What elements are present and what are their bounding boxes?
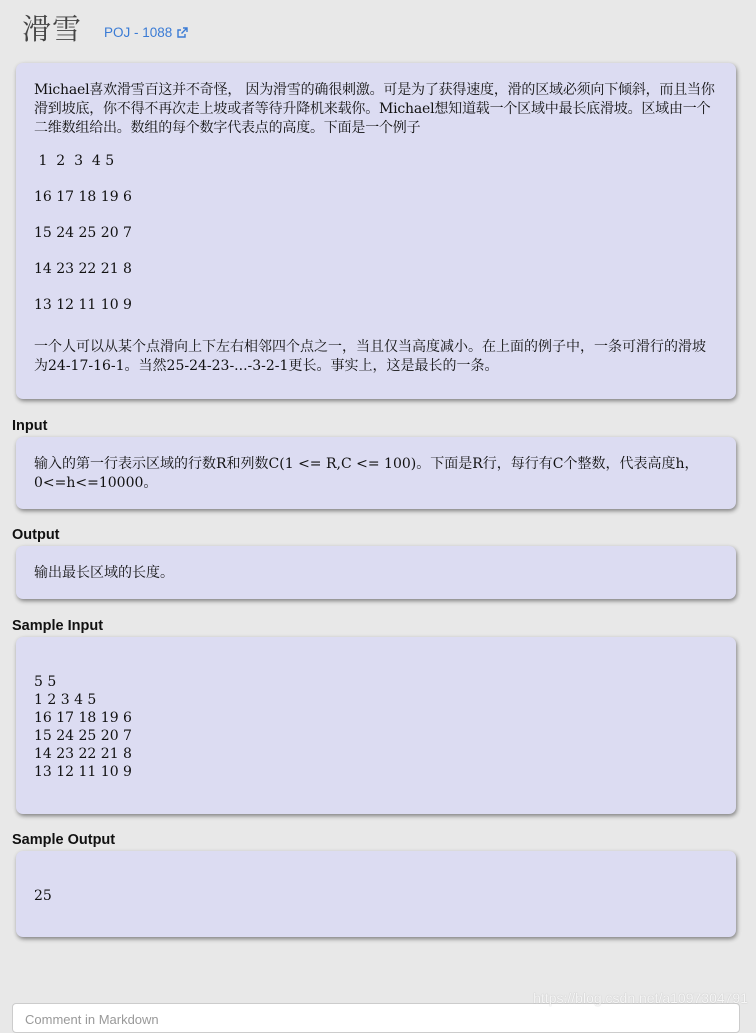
example-grid-row: 16 17 18 19 6 xyxy=(34,189,132,205)
watermark-text: https://blog.csdn.net/a1097304791 xyxy=(533,990,748,1006)
input-description: 输入的第一行表示区域的行数R和列数C(1 <= R,C <= 100)。下面是R行，每行有C个整数，代表高度h，0<=h<=10000。 xyxy=(34,456,699,491)
problem-header xyxy=(22,8,188,48)
sample-input-heading: Sample Input xyxy=(12,618,104,634)
output-heading: Output xyxy=(12,527,60,543)
sample-output-heading: Sample Output xyxy=(12,832,116,848)
source-link-label: POJ - 1088 xyxy=(104,25,173,40)
external-link-icon xyxy=(176,27,188,39)
example-grid-row: 1 2 3 4 5 xyxy=(34,153,115,169)
input-card xyxy=(16,437,736,509)
description-paragraph-2: 一个人可以从某个点滑向上下左右相邻四个点之一，当且仅当高度减小。在上面的例子中，一条可滑行的滑坡为24-17-16-1。当然25-24-23-...-3-2-1更长。事实上，这是最长的一条。 xyxy=(34,339,706,374)
description-paragraph-1: Michael喜欢滑雪百这并不奇怪， 因为滑雪的确很刺激。可是为了获得速度，滑的区域必须向下倾斜，而且当你滑到坡底，你不得不再次走上坡或者等待升降机来载你。Michael想知道载一个区域中最长底滑坡。区域由一个二维数组给出。数组的每个数字代表点的高度。下面是一个例子 xyxy=(34,82,715,136)
description-card xyxy=(16,63,736,399)
output-card xyxy=(16,546,736,599)
example-grid-row: 14 23 22 21 8 xyxy=(34,261,132,277)
problem-title: 滑雪 xyxy=(22,12,83,46)
sample-output-code: 25 xyxy=(34,888,52,904)
example-grid xyxy=(34,152,718,332)
input-heading: Input xyxy=(12,418,48,434)
output-description: 输出最长区域的长度。 xyxy=(34,565,174,581)
example-grid-row: 15 24 25 20 7 xyxy=(34,225,132,241)
source-link[interactable] xyxy=(104,25,188,40)
comment-input[interactable]: Comment in Markdown xyxy=(12,1003,740,1033)
example-grid-row: 13 12 11 10 9 xyxy=(34,297,132,313)
sample-input-code: 5 5 1 2 3 4 5 16 17 18 19 6 15 24 25 20 7 14 23 22 21 8 13 12 11 10 9 xyxy=(34,674,132,780)
sample-output-card xyxy=(16,851,736,937)
sample-input-card xyxy=(16,637,736,814)
